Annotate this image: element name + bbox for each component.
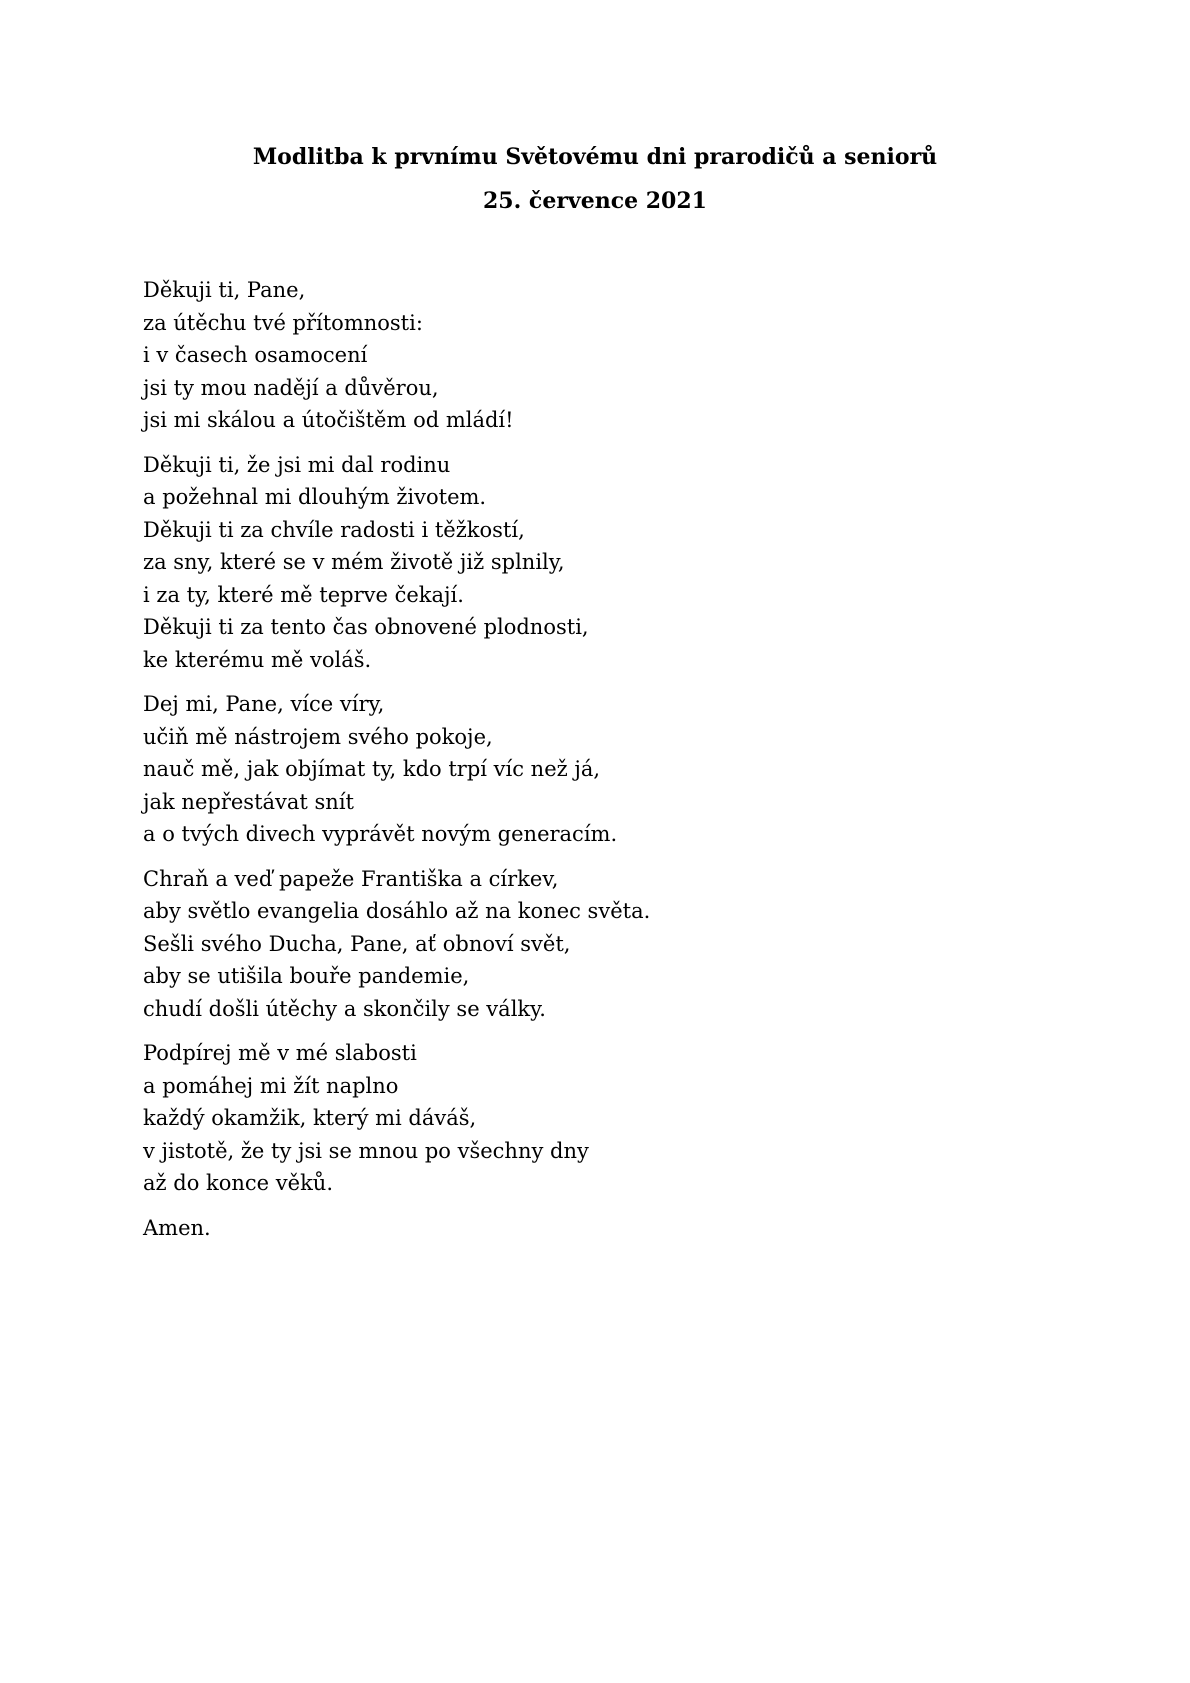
stanza-5 bbox=[143, 1037, 1043, 1200]
title-block bbox=[0, 140, 1190, 218]
page-title: Modlitba k prvnímu Světovému dni prarodičů a seniorů bbox=[252, 144, 938, 170]
stanza-line: i v časech osamocení bbox=[143, 343, 368, 367]
stanza-line: aby světlo evangelia dosáhlo až na konec světa. bbox=[143, 899, 651, 923]
stanza-line: učiň mě nástrojem svého pokoje, bbox=[143, 724, 493, 749]
stanza-line: až do konce věků. bbox=[143, 1171, 333, 1195]
stanza-line: Děkuji ti za chvíle radosti i těžkostí, bbox=[143, 517, 525, 542]
stanza-line: v jistotě, že ty jsi se mnou po všechny dny bbox=[143, 1138, 589, 1163]
stanza-line: za sny, které se v mém životě již splnily, bbox=[143, 550, 565, 574]
stanza-line: Podpírej mě v mé slabosti bbox=[143, 1041, 417, 1065]
stanza-4 bbox=[143, 863, 1043, 1026]
stanza-line: za útěchu tvé přítomnosti: bbox=[143, 310, 423, 335]
stanza-line: Děkuji ti, že jsi mi dal rodinu bbox=[143, 452, 451, 477]
stanza-line: Děkuji ti za tento čas obnovené plodnosti, bbox=[143, 615, 589, 639]
date-subtitle: 25. července 2021 bbox=[483, 188, 707, 214]
stanza-3 bbox=[143, 688, 1043, 851]
stanza-line: a pomáhej mi žít naplno bbox=[143, 1073, 399, 1098]
prayer-body bbox=[143, 274, 1043, 1244]
stanza-line: i za ty, které mě teprve čekají. bbox=[143, 582, 464, 607]
stanza-line: ke kterému mě voláš. bbox=[143, 647, 372, 672]
closing-amen: Amen. bbox=[143, 1215, 211, 1240]
stanza-line: jak nepřestávat snít bbox=[143, 789, 354, 814]
stanza-2 bbox=[143, 449, 1043, 677]
stanza-line: Dej mi, Pane, více víry, bbox=[143, 692, 385, 716]
stanza-1 bbox=[143, 274, 1043, 437]
stanza-line: jsi mi skálou a útočištěm od mládí! bbox=[143, 408, 514, 432]
stanza-line: Chraň a veď papeže Františka a církev, bbox=[143, 866, 559, 891]
stanza-line: každý okamžik, který mi dáváš, bbox=[143, 1106, 477, 1130]
stanza-line: jsi ty mou nadějí a důvěrou, bbox=[143, 375, 439, 400]
stanza-line: a požehnal mi dlouhým životem. bbox=[143, 485, 487, 509]
stanza-line: Děkuji ti, Pane, bbox=[143, 278, 306, 302]
stanza-line: aby se utišila bouře pandemie, bbox=[143, 964, 470, 988]
stanza-line: nauč mě, jak objímat ty, kdo trpí víc než já, bbox=[143, 757, 601, 781]
stanza-line: a o tvých divech vyprávět novým generacím. bbox=[143, 822, 618, 846]
stanza-line: chudí došli útěchy a skončily se války. bbox=[143, 996, 546, 1021]
stanza-line: Sešli svého Ducha, Pane, ať obnoví svět, bbox=[143, 931, 571, 956]
